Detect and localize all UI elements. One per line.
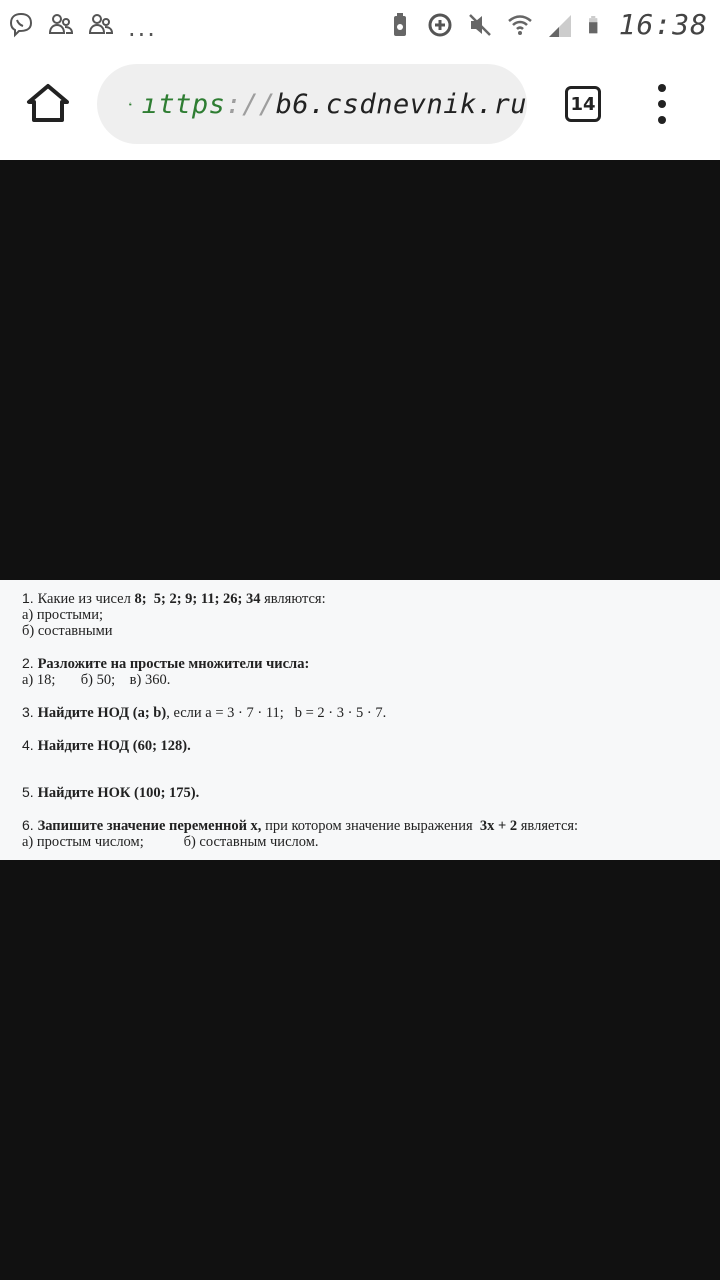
task-6-options: а) простым числом; б) составным числом. [22,834,319,850]
task-4-number: 4. [22,737,38,753]
task-3-number: 3. [22,704,38,720]
wifi-icon [507,11,533,39]
task-6-text-end: является: [517,818,579,834]
worksheet-image [0,580,720,860]
task-3 [22,704,720,721]
task-1-option-b: б) составными [22,623,113,639]
contacts-icon [48,11,74,39]
clock: 16:38 [618,8,708,41]
task-3-title: Найдите НОД (a; b) [37,705,167,721]
menu-dot [658,84,666,92]
image-dark-area-top [0,160,720,580]
data-saver-icon [427,11,453,39]
task-2-title: Разложите на простые множители числа: [37,656,310,672]
lock-icon [129,91,132,117]
address-bar[interactable] [97,64,527,144]
viber-icon [8,11,34,39]
task-6-title: Запишите значение переменной x, [37,818,262,834]
menu-dot [658,100,666,108]
task-1-numbers: 8; 5; 2; 9; 11; 26; 34 [134,591,261,607]
task-1-question [22,590,720,607]
task-3-text: , если a = 3 · 7 · 11; b = 2 · 3 · 5 · 7. [166,705,387,721]
more-notifications: ... [128,14,157,42]
task-4 [22,737,720,754]
battery-icon [587,11,605,39]
url-text [142,89,527,120]
task-1-text: Какие из чисел [37,591,135,607]
mute-icon [467,11,493,39]
url-scheme: ıttps [141,88,226,120]
url-host: b6.csdnevnik.ru [275,88,527,120]
signal-icon [547,11,573,39]
task-1-option-a: а) простыми; [22,607,103,623]
browser-toolbar [0,50,720,160]
task-5-question [22,784,720,801]
task-4-title: Найдите НОД (60; 128). [37,738,191,754]
image-dark-area-bottom [0,860,720,1280]
status-bar [0,0,720,50]
status-bar-left [8,10,157,40]
task-5-title: Найдите НОК (100; 175). [37,785,200,801]
task-6-question [22,817,720,834]
task-2 [22,655,720,688]
battery-saver-icon [387,11,413,39]
status-bar-right [387,8,708,41]
url-separator: :// [225,88,276,120]
task-1-number: 1. [22,590,38,606]
task-2-question [22,655,720,672]
task-6-number: 6. [22,817,38,833]
task-5 [22,784,720,801]
task-3-question [22,704,720,721]
task-2-number: 2. [22,655,38,671]
task-5-number: 5. [22,784,38,800]
task-6-expression: 3x + 2 [479,818,518,834]
task-1 [22,590,720,639]
home-icon[interactable] [26,82,70,126]
task-2-options: а) 18; б) 50; в) 360. [22,672,171,688]
tab-switcher-button[interactable]: 14 [565,86,601,122]
task-6 [22,817,720,850]
task-1-text-end: являются: [260,591,326,607]
contacts-icon [88,11,114,39]
task-6-text: при котором значение выражения [261,818,480,834]
menu-dot [658,116,666,124]
overflow-menu-button[interactable] [652,84,672,124]
task-4-question [22,737,720,754]
